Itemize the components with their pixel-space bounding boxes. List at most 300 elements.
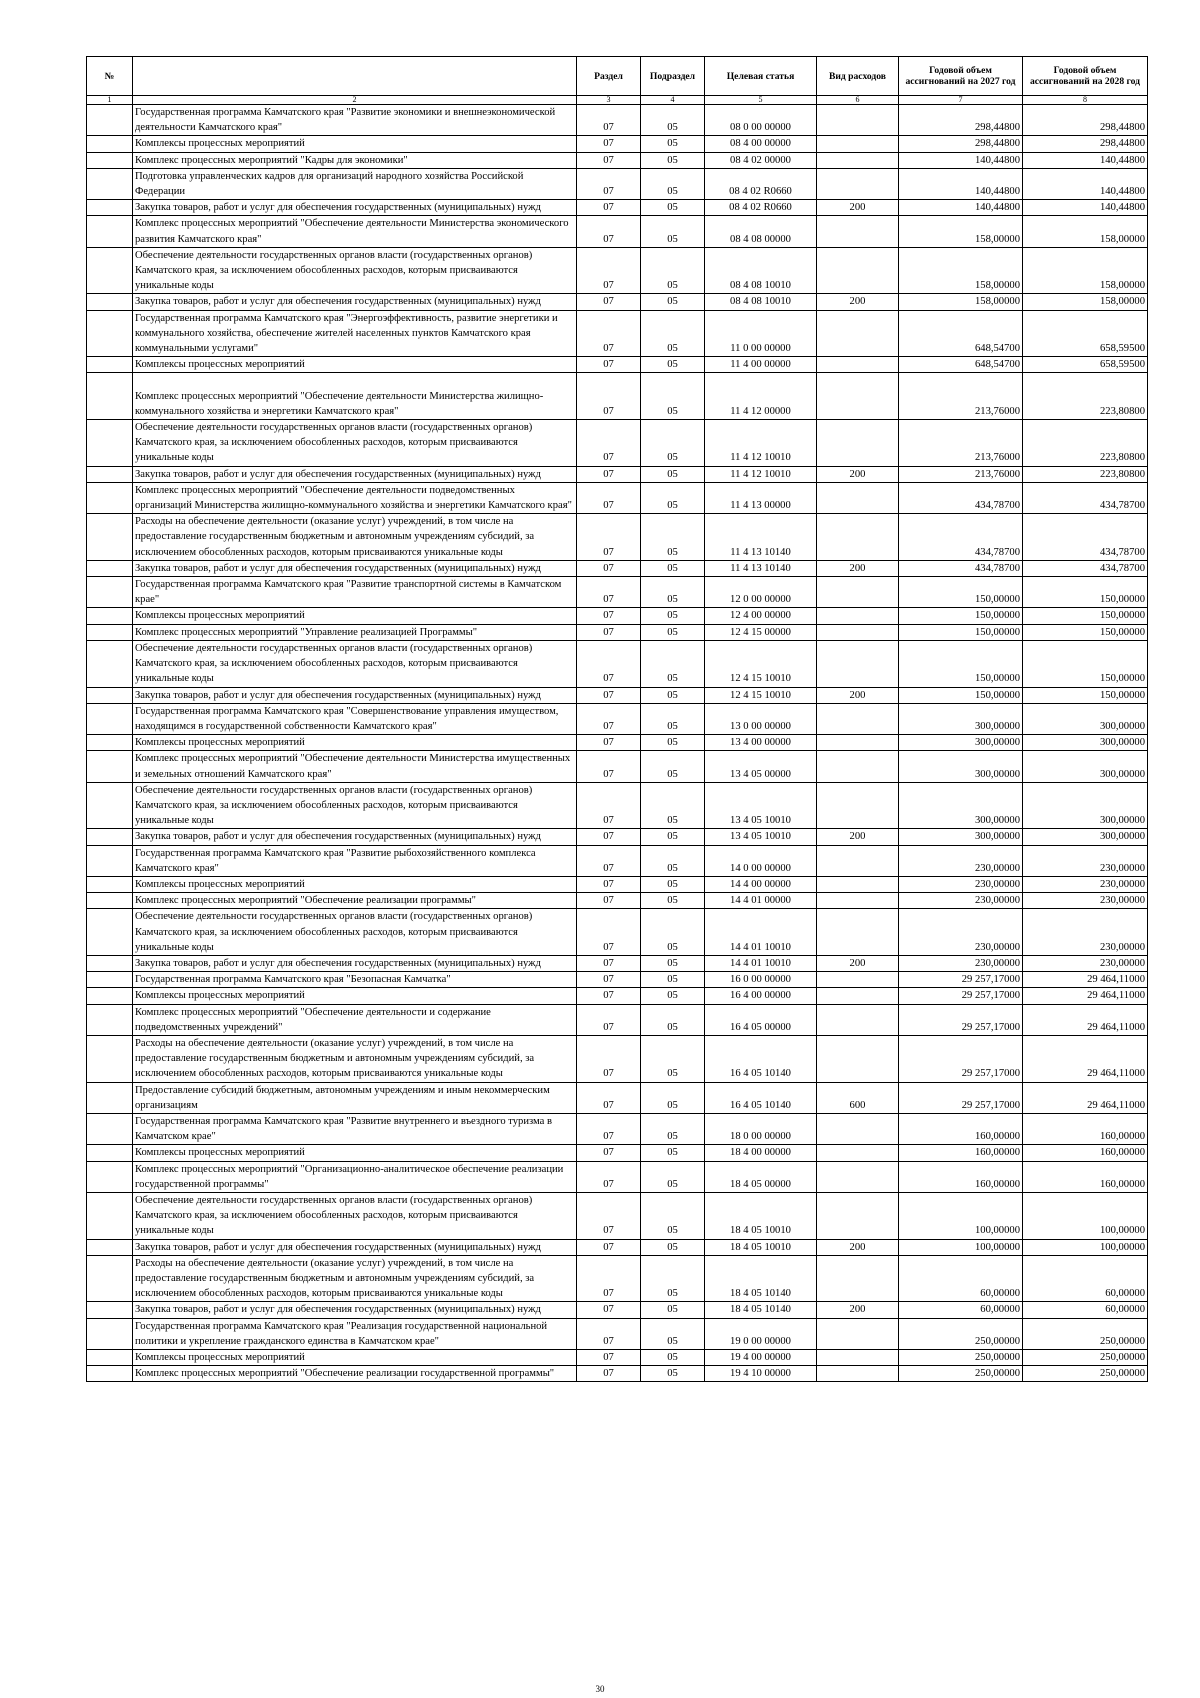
cell-name: Расходы на обеспечение деятельности (оказание услуг) учреждений, в том числе на предоставление государственным бюджетным и автономным учреждениям субсидий, за исключением обособленных расходов, которым присваиваются уникальные коды xyxy=(133,514,577,561)
cell-celevaya-statya: 16 0 00 00000 xyxy=(705,972,817,988)
cell-vid-rashodov xyxy=(817,1145,899,1161)
table-row xyxy=(87,152,1148,168)
cell-celevaya-statya: 13 4 05 10010 xyxy=(705,829,817,845)
cell-amount-2027: 160,00000 xyxy=(899,1145,1023,1161)
cell-podrazdel: 05 xyxy=(641,105,705,136)
cell-name: Комплексы процессных мероприятий xyxy=(133,876,577,892)
cell-razdel: 07 xyxy=(577,1255,641,1302)
cell-amount-2028: 300,00000 xyxy=(1023,735,1148,751)
cell-amount-2027: 60,00000 xyxy=(899,1302,1023,1318)
cell-name: Комплекс процессных мероприятий "Обеспечение деятельности Министерства жилищно-коммунального хозяйства и энергетики Камчатского края" xyxy=(133,373,577,420)
cell-no xyxy=(87,782,133,829)
cell-no xyxy=(87,310,133,357)
cell-no xyxy=(87,1035,133,1082)
cell-no xyxy=(87,168,133,199)
table-row xyxy=(87,751,1148,782)
cell-razdel: 07 xyxy=(577,735,641,751)
cell-amount-2027: 213,76000 xyxy=(899,373,1023,420)
cell-amount-2028: 300,00000 xyxy=(1023,829,1148,845)
cell-vid-rashodov xyxy=(817,1113,899,1144)
cell-celevaya-statya: 08 4 00 00000 xyxy=(705,136,817,152)
cell-amount-2028: 140,44800 xyxy=(1023,152,1148,168)
cell-vid-rashodov xyxy=(817,782,899,829)
table-row xyxy=(87,294,1148,310)
cell-amount-2027: 60,00000 xyxy=(899,1255,1023,1302)
table-row xyxy=(87,466,1148,482)
cell-amount-2027: 434,78700 xyxy=(899,482,1023,513)
cell-name: Закупка товаров, работ и услуг для обеспечения государственных (муниципальных) нужд xyxy=(133,294,577,310)
cell-celevaya-statya: 12 4 15 10010 xyxy=(705,640,817,687)
cell-razdel: 07 xyxy=(577,1239,641,1255)
cell-amount-2027: 29 257,17000 xyxy=(899,1082,1023,1113)
cell-amount-2027: 250,00000 xyxy=(899,1350,1023,1366)
cell-podrazdel: 05 xyxy=(641,893,705,909)
cell-amount-2028: 230,00000 xyxy=(1023,876,1148,892)
cell-podrazdel: 05 xyxy=(641,845,705,876)
cell-name: Государственная программа Камчатского края "Энергоэффективность, развитие энергетики и коммунального хозяйства, обеспечение жителей населенных пунктов Камчатского края коммунальными услугами" xyxy=(133,310,577,357)
cell-razdel: 07 xyxy=(577,624,641,640)
cell-celevaya-statya: 11 0 00 00000 xyxy=(705,310,817,357)
cell-name: Комплексы процессных мероприятий xyxy=(133,136,577,152)
cell-razdel: 07 xyxy=(577,294,641,310)
cell-no xyxy=(87,893,133,909)
cell-amount-2027: 158,00000 xyxy=(899,294,1023,310)
cell-name: Расходы на обеспечение деятельности (оказание услуг) учреждений, в том числе на предоставление государственным бюджетным и автономным учреждениям субсидий, за исключением обособленных расходов, которым присваиваются уникальные коды xyxy=(133,1255,577,1302)
table-row xyxy=(87,1145,1148,1161)
table-row xyxy=(87,373,1148,420)
cell-no xyxy=(87,1366,133,1382)
cell-vid-rashodov xyxy=(817,105,899,136)
cell-name: Закупка товаров, работ и услуг для обеспечения государственных (муниципальных) нужд xyxy=(133,560,577,576)
cell-podrazdel: 05 xyxy=(641,1193,705,1240)
cell-celevaya-statya: 11 4 12 00000 xyxy=(705,373,817,420)
cell-vid-rashodov xyxy=(817,373,899,420)
cell-vid-rashodov xyxy=(817,1193,899,1240)
cell-vid-rashodov xyxy=(817,845,899,876)
cell-razdel: 07 xyxy=(577,373,641,420)
cell-vid-rashodov xyxy=(817,1035,899,1082)
cell-amount-2028: 29 464,11000 xyxy=(1023,988,1148,1004)
cell-podrazdel: 05 xyxy=(641,782,705,829)
cell-razdel: 07 xyxy=(577,1302,641,1318)
cell-no xyxy=(87,136,133,152)
cell-no xyxy=(87,955,133,971)
cell-vid-rashodov xyxy=(817,608,899,624)
cell-razdel: 07 xyxy=(577,1082,641,1113)
cell-celevaya-statya: 11 4 00 00000 xyxy=(705,357,817,373)
cell-podrazdel: 05 xyxy=(641,829,705,845)
cell-celevaya-statya: 18 4 05 10140 xyxy=(705,1302,817,1318)
table-row xyxy=(87,1302,1148,1318)
cell-no xyxy=(87,466,133,482)
table-row xyxy=(87,1350,1148,1366)
table-row xyxy=(87,482,1148,513)
cell-razdel: 07 xyxy=(577,640,641,687)
cell-name: Комплекс процессных мероприятий "Организационно-аналитическое обеспечение реализации государственной программы" xyxy=(133,1161,577,1192)
cell-celevaya-statya: 16 4 05 10140 xyxy=(705,1082,817,1113)
cell-vid-rashodov xyxy=(817,247,899,294)
cell-amount-2027: 213,76000 xyxy=(899,466,1023,482)
cell-amount-2028: 298,44800 xyxy=(1023,136,1148,152)
cell-podrazdel: 05 xyxy=(641,136,705,152)
cell-no xyxy=(87,1113,133,1144)
cell-podrazdel: 05 xyxy=(641,1004,705,1035)
cell-vid-rashodov xyxy=(817,1161,899,1192)
cell-no xyxy=(87,876,133,892)
table-row xyxy=(87,955,1148,971)
cell-vid-rashodov xyxy=(817,216,899,247)
cell-amount-2027: 158,00000 xyxy=(899,216,1023,247)
cell-name: Комплексы процессных мероприятий xyxy=(133,988,577,1004)
cell-amount-2028: 29 464,11000 xyxy=(1023,1082,1148,1113)
cell-name: Подготовка управленческих кадров для организаций народного хозяйства Российской Федерации xyxy=(133,168,577,199)
cell-amount-2028: 29 464,11000 xyxy=(1023,972,1148,988)
cell-podrazdel: 05 xyxy=(641,1082,705,1113)
cell-amount-2028: 29 464,11000 xyxy=(1023,1035,1148,1082)
cell-name: Комплекс процессных мероприятий "Обеспечение деятельности и содержание подведомственных учреждений" xyxy=(133,1004,577,1035)
cell-podrazdel: 05 xyxy=(641,1035,705,1082)
cell-no xyxy=(87,909,133,956)
cell-name: Комплекс процессных мероприятий "Управление реализацией Программы" xyxy=(133,624,577,640)
cell-amount-2027: 100,00000 xyxy=(899,1239,1023,1255)
cell-no xyxy=(87,1239,133,1255)
budget-table xyxy=(86,56,1148,1382)
cell-amount-2028: 300,00000 xyxy=(1023,782,1148,829)
cell-vid-rashodov xyxy=(817,310,899,357)
cell-amount-2028: 230,00000 xyxy=(1023,845,1148,876)
cell-vid-rashodov: 200 xyxy=(817,955,899,971)
cell-amount-2028: 150,00000 xyxy=(1023,687,1148,703)
cell-amount-2027: 298,44800 xyxy=(899,105,1023,136)
cell-amount-2027: 29 257,17000 xyxy=(899,972,1023,988)
table-row xyxy=(87,216,1148,247)
cell-amount-2027: 300,00000 xyxy=(899,829,1023,845)
table-row xyxy=(87,1366,1148,1382)
cell-name: Комплексы процессных мероприятий xyxy=(133,1145,577,1161)
cell-razdel: 07 xyxy=(577,1035,641,1082)
cell-razdel: 07 xyxy=(577,751,641,782)
cell-vid-rashodov xyxy=(817,152,899,168)
cell-podrazdel: 05 xyxy=(641,751,705,782)
table-row xyxy=(87,247,1148,294)
column-number: 5 xyxy=(705,96,817,105)
column-number: 1 xyxy=(87,96,133,105)
cell-celevaya-statya: 18 4 05 00000 xyxy=(705,1161,817,1192)
cell-celevaya-statya: 18 4 00 00000 xyxy=(705,1145,817,1161)
cell-name: Государственная программа Камчатского края "Развитие внутреннего и въездного туризма в Камчатском крае" xyxy=(133,1113,577,1144)
cell-razdel: 07 xyxy=(577,909,641,956)
header-no: № xyxy=(87,57,133,96)
cell-amount-2028: 434,78700 xyxy=(1023,482,1148,513)
column-number: 2 xyxy=(133,96,577,105)
cell-podrazdel: 05 xyxy=(641,1350,705,1366)
cell-podrazdel: 05 xyxy=(641,1113,705,1144)
table-row xyxy=(87,1035,1148,1082)
table-row xyxy=(87,988,1148,1004)
cell-razdel: 07 xyxy=(577,1161,641,1192)
cell-celevaya-statya: 11 4 13 10140 xyxy=(705,514,817,561)
cell-razdel: 07 xyxy=(577,893,641,909)
cell-vid-rashodov xyxy=(817,876,899,892)
cell-vid-rashodov: 200 xyxy=(817,294,899,310)
cell-no xyxy=(87,1082,133,1113)
cell-celevaya-statya: 08 4 02 00000 xyxy=(705,152,817,168)
cell-podrazdel: 05 xyxy=(641,1302,705,1318)
cell-razdel: 07 xyxy=(577,216,641,247)
cell-amount-2028: 230,00000 xyxy=(1023,955,1148,971)
cell-razdel: 07 xyxy=(577,1004,641,1035)
cell-razdel: 07 xyxy=(577,200,641,216)
cell-podrazdel: 05 xyxy=(641,640,705,687)
cell-no xyxy=(87,420,133,467)
header-year-2027: Годовой объем ассигнований на 2027 год xyxy=(899,57,1023,96)
cell-celevaya-statya: 16 4 05 00000 xyxy=(705,1004,817,1035)
cell-vid-rashodov xyxy=(817,972,899,988)
cell-amount-2027: 648,54700 xyxy=(899,357,1023,373)
table-row xyxy=(87,1255,1148,1302)
cell-vid-rashodov xyxy=(817,1318,899,1349)
cell-podrazdel: 05 xyxy=(641,1239,705,1255)
cell-name: Государственная программа Камчатского края "Развитие транспортной системы в Камчатском крае" xyxy=(133,577,577,608)
cell-name: Комплексы процессных мероприятий xyxy=(133,735,577,751)
table-row xyxy=(87,703,1148,734)
cell-no xyxy=(87,845,133,876)
cell-amount-2027: 230,00000 xyxy=(899,876,1023,892)
cell-amount-2028: 230,00000 xyxy=(1023,909,1148,956)
cell-amount-2027: 29 257,17000 xyxy=(899,988,1023,1004)
cell-no xyxy=(87,1302,133,1318)
cell-amount-2027: 230,00000 xyxy=(899,845,1023,876)
cell-vid-rashodov: 200 xyxy=(817,687,899,703)
table-body xyxy=(87,105,1148,1382)
cell-no xyxy=(87,735,133,751)
cell-amount-2027: 150,00000 xyxy=(899,624,1023,640)
cell-amount-2028: 60,00000 xyxy=(1023,1302,1148,1318)
cell-celevaya-statya: 13 0 00 00000 xyxy=(705,703,817,734)
table-row xyxy=(87,687,1148,703)
cell-no xyxy=(87,829,133,845)
cell-amount-2028: 140,44800 xyxy=(1023,200,1148,216)
table-row xyxy=(87,560,1148,576)
table-row xyxy=(87,1161,1148,1192)
cell-celevaya-statya: 14 4 00 00000 xyxy=(705,876,817,892)
cell-razdel: 07 xyxy=(577,247,641,294)
table-row xyxy=(87,972,1148,988)
cell-razdel: 07 xyxy=(577,703,641,734)
cell-razdel: 07 xyxy=(577,168,641,199)
cell-no xyxy=(87,751,133,782)
cell-amount-2027: 140,44800 xyxy=(899,168,1023,199)
cell-podrazdel: 05 xyxy=(641,876,705,892)
cell-no xyxy=(87,357,133,373)
table-row xyxy=(87,200,1148,216)
cell-vid-rashodov: 200 xyxy=(817,466,899,482)
table-row xyxy=(87,782,1148,829)
cell-no xyxy=(87,1255,133,1302)
cell-amount-2028: 29 464,11000 xyxy=(1023,1004,1148,1035)
cell-name: Обеспечение деятельности государственных органов власти (государственных органов) Камчатского края, за исключением обособленных расходов, которым присваиваются уникальные коды xyxy=(133,1193,577,1240)
cell-amount-2027: 300,00000 xyxy=(899,782,1023,829)
cell-no xyxy=(87,608,133,624)
cell-podrazdel: 05 xyxy=(641,1366,705,1382)
column-number: 6 xyxy=(817,96,899,105)
header-year-2028: Годовой объем ассигнований на 2028 год xyxy=(1023,57,1148,96)
cell-name: Государственная программа Камчатского края "Развитие экономики и внешнеэкономической деятельности Камчатского края" xyxy=(133,105,577,136)
cell-amount-2028: 140,44800 xyxy=(1023,168,1148,199)
cell-razdel: 07 xyxy=(577,1366,641,1382)
cell-name: Обеспечение деятельности государственных органов власти (государственных органов) Камчатского края, за исключением обособленных расходов, которым присваиваются уникальные коды xyxy=(133,782,577,829)
cell-vid-rashodov xyxy=(817,168,899,199)
cell-name: Комплексы процессных мероприятий xyxy=(133,1350,577,1366)
cell-amount-2028: 250,00000 xyxy=(1023,1366,1148,1382)
cell-vid-rashodov xyxy=(817,1366,899,1382)
cell-vid-rashodov: 200 xyxy=(817,1239,899,1255)
cell-amount-2027: 160,00000 xyxy=(899,1113,1023,1144)
cell-amount-2028: 658,59500 xyxy=(1023,310,1148,357)
cell-vid-rashodov xyxy=(817,1350,899,1366)
cell-amount-2027: 300,00000 xyxy=(899,735,1023,751)
table-row xyxy=(87,168,1148,199)
cell-razdel: 07 xyxy=(577,972,641,988)
cell-name: Обеспечение деятельности государственных органов власти (государственных органов) Камчатского края, за исключением обособленных расходов, которым присваиваются уникальные коды xyxy=(133,420,577,467)
table-header-row xyxy=(87,57,1148,96)
cell-name: Комплексы процессных мероприятий xyxy=(133,608,577,624)
cell-amount-2028: 223,80800 xyxy=(1023,373,1148,420)
cell-podrazdel: 05 xyxy=(641,482,705,513)
cell-razdel: 07 xyxy=(577,514,641,561)
cell-celevaya-statya: 11 4 12 10010 xyxy=(705,466,817,482)
header-vid-rashodov: Вид расходов xyxy=(817,57,899,96)
cell-no xyxy=(87,972,133,988)
cell-razdel: 07 xyxy=(577,687,641,703)
cell-vid-rashodov xyxy=(817,1255,899,1302)
cell-vid-rashodov xyxy=(817,577,899,608)
cell-celevaya-statya: 14 0 00 00000 xyxy=(705,845,817,876)
cell-no xyxy=(87,373,133,420)
table-row xyxy=(87,310,1148,357)
table-row xyxy=(87,1082,1148,1113)
cell-no xyxy=(87,152,133,168)
cell-celevaya-statya: 16 4 00 00000 xyxy=(705,988,817,1004)
cell-amount-2028: 150,00000 xyxy=(1023,624,1148,640)
cell-podrazdel: 05 xyxy=(641,1255,705,1302)
cell-no xyxy=(87,294,133,310)
cell-name: Комплекс процессных мероприятий "Обеспечение реализации программы" xyxy=(133,893,577,909)
cell-no xyxy=(87,247,133,294)
cell-podrazdel: 05 xyxy=(641,373,705,420)
cell-razdel: 07 xyxy=(577,829,641,845)
table-row xyxy=(87,514,1148,561)
column-number-row xyxy=(87,96,1148,105)
cell-vid-rashodov xyxy=(817,640,899,687)
cell-celevaya-statya: 18 4 05 10140 xyxy=(705,1255,817,1302)
cell-amount-2028: 300,00000 xyxy=(1023,703,1148,734)
cell-vid-rashodov: 600 xyxy=(817,1082,899,1113)
cell-no xyxy=(87,687,133,703)
cell-celevaya-statya: 13 4 05 00000 xyxy=(705,751,817,782)
cell-vid-rashodov xyxy=(817,482,899,513)
cell-podrazdel: 05 xyxy=(641,152,705,168)
cell-amount-2028: 250,00000 xyxy=(1023,1318,1148,1349)
cell-celevaya-statya: 19 4 00 00000 xyxy=(705,1350,817,1366)
cell-amount-2027: 434,78700 xyxy=(899,514,1023,561)
table-row xyxy=(87,829,1148,845)
cell-amount-2027: 300,00000 xyxy=(899,703,1023,734)
budget-table-sheet xyxy=(86,56,1147,1382)
cell-no xyxy=(87,105,133,136)
table-row xyxy=(87,1193,1148,1240)
cell-podrazdel: 05 xyxy=(641,624,705,640)
cell-no xyxy=(87,988,133,1004)
table-row xyxy=(87,845,1148,876)
cell-razdel: 07 xyxy=(577,482,641,513)
cell-vid-rashodov xyxy=(817,514,899,561)
cell-no xyxy=(87,640,133,687)
table-row xyxy=(87,357,1148,373)
cell-razdel: 07 xyxy=(577,845,641,876)
table-row xyxy=(87,608,1148,624)
cell-name: Закупка товаров, работ и услуг для обеспечения государственных (муниципальных) нужд xyxy=(133,1239,577,1255)
cell-celevaya-statya: 19 4 10 00000 xyxy=(705,1366,817,1382)
cell-no xyxy=(87,624,133,640)
cell-name: Закупка товаров, работ и услуг для обеспечения государственных (муниципальных) нужд xyxy=(133,1302,577,1318)
cell-podrazdel: 05 xyxy=(641,420,705,467)
column-number: 7 xyxy=(899,96,1023,105)
cell-vid-rashodov xyxy=(817,1004,899,1035)
cell-celevaya-statya: 11 4 13 00000 xyxy=(705,482,817,513)
table-row xyxy=(87,876,1148,892)
cell-amount-2028: 158,00000 xyxy=(1023,216,1148,247)
cell-amount-2027: 230,00000 xyxy=(899,909,1023,956)
cell-amount-2028: 223,80800 xyxy=(1023,420,1148,467)
cell-podrazdel: 05 xyxy=(641,909,705,956)
cell-celevaya-statya: 08 4 08 10010 xyxy=(705,294,817,310)
cell-podrazdel: 05 xyxy=(641,216,705,247)
cell-amount-2028: 434,78700 xyxy=(1023,560,1148,576)
cell-celevaya-statya: 12 4 15 00000 xyxy=(705,624,817,640)
cell-podrazdel: 05 xyxy=(641,988,705,1004)
cell-name: Обеспечение деятельности государственных органов власти (государственных органов) Камчатского края, за исключением обособленных расходов, которым присваиваются уникальные коды xyxy=(133,640,577,687)
table-row xyxy=(87,1113,1148,1144)
cell-razdel: 07 xyxy=(577,782,641,829)
cell-amount-2027: 250,00000 xyxy=(899,1318,1023,1349)
cell-amount-2027: 150,00000 xyxy=(899,577,1023,608)
cell-name: Закупка товаров, работ и услуг для обеспечения государственных (муниципальных) нужд xyxy=(133,466,577,482)
cell-razdel: 07 xyxy=(577,955,641,971)
cell-amount-2027: 29 257,17000 xyxy=(899,1035,1023,1082)
cell-vid-rashodov xyxy=(817,624,899,640)
cell-name: Закупка товаров, работ и услуг для обеспечения государственных (муниципальных) нужд xyxy=(133,829,577,845)
table-row xyxy=(87,624,1148,640)
cell-podrazdel: 05 xyxy=(641,1145,705,1161)
cell-amount-2027: 160,00000 xyxy=(899,1161,1023,1192)
cell-name: Комплекс процессных мероприятий "Обеспечение деятельности Министерства экономического развития Камчатского края" xyxy=(133,216,577,247)
cell-vid-rashodov: 200 xyxy=(817,1302,899,1318)
cell-amount-2028: 60,00000 xyxy=(1023,1255,1148,1302)
cell-name: Комплексы процессных мероприятий xyxy=(133,357,577,373)
cell-amount-2028: 158,00000 xyxy=(1023,294,1148,310)
cell-celevaya-statya: 11 4 12 10010 xyxy=(705,420,817,467)
cell-celevaya-statya: 08 0 00 00000 xyxy=(705,105,817,136)
cell-amount-2027: 648,54700 xyxy=(899,310,1023,357)
cell-amount-2027: 298,44800 xyxy=(899,136,1023,152)
cell-amount-2028: 434,78700 xyxy=(1023,514,1148,561)
cell-no xyxy=(87,514,133,561)
cell-name: Расходы на обеспечение деятельности (оказание услуг) учреждений, в том числе на предоставление государственным бюджетным и автономным учреждениям субсидий, за исключением обособленных расходов, которым присваиваются уникальные коды xyxy=(133,1035,577,1082)
table-row xyxy=(87,1004,1148,1035)
cell-amount-2028: 230,00000 xyxy=(1023,893,1148,909)
cell-razdel: 07 xyxy=(577,466,641,482)
